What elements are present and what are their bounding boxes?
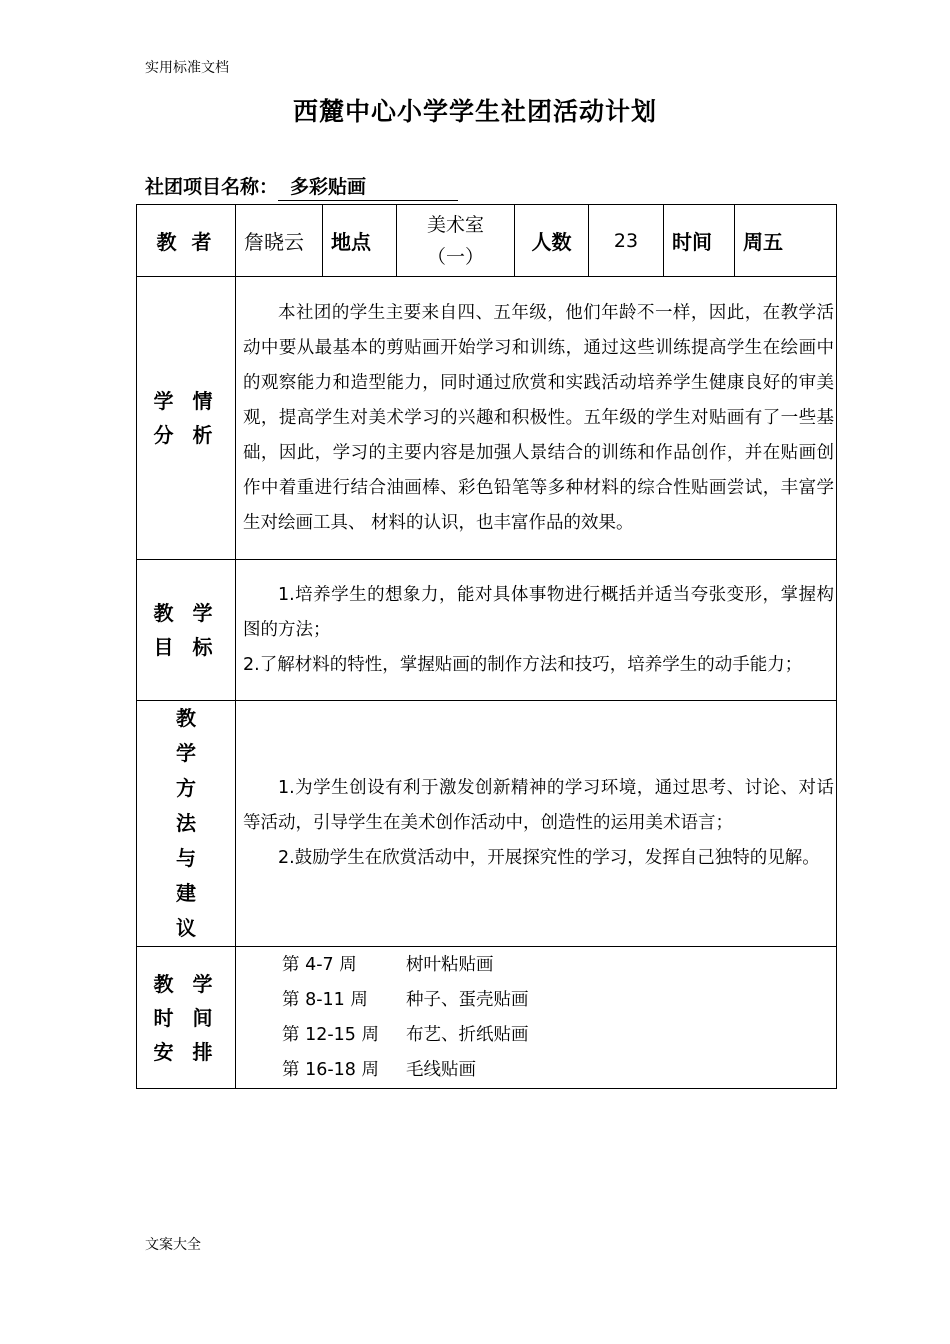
analysis-label-line2: 分 析 [153, 423, 219, 447]
goals-label-line1: 教 学 [153, 601, 219, 625]
schedule-content [236, 947, 837, 1089]
analysis-text: 本社团的学生主要来自四、五年级，他们年龄不一样，因此，在教学活动中要从最基本的剪贴画开始学习和训练，通过这些训练提高学生在绘画中的观察能力和造型能力，同时通过欣赏和实践活动培养学生健康良好的审美观，提高学生对美术学习的兴趣和积极性。五年级的学生对贴画有了一些基础，因此，学习的主要内容是加强人景结合的训练和作品创作，并在贴画创作中着重进行结合油画棒、彩色铅笔等多种材料的综合性贴画尝试，丰富学生对绘画工具、 材料的认识，也丰富作品的效果。 [243, 302, 834, 533]
methods-label-char: 建 [176, 881, 196, 905]
methods-item-1: 1.为学生创设有利于激发创新精神的学习环境，通过思考、讨论、对话等活动，引导学生在美术创作活动中，创造性的运用美术语言； [243, 778, 834, 833]
club-name-value: 多彩贴画 [278, 172, 458, 201]
schedule-item [282, 983, 836, 1018]
schedule-item [282, 1053, 836, 1088]
schedule-week: 第 4-7 周 [282, 954, 357, 975]
goals-row [137, 560, 837, 701]
time-value: 周五 [735, 205, 837, 277]
analysis-content [236, 277, 837, 560]
methods-label-char: 与 [176, 846, 196, 870]
goals-label [137, 560, 236, 701]
schedule-item [282, 1018, 836, 1053]
schedule-week: 第 12-15 周 [282, 1024, 379, 1045]
goals-label-line2: 目 标 [153, 635, 219, 659]
methods-row [137, 701, 837, 947]
schedule-row [137, 947, 837, 1089]
schedule-topic: 布艺、折纸贴画 [406, 1024, 529, 1045]
methods-label-char: 方 [176, 776, 196, 800]
info-row [137, 205, 837, 277]
schedule-week: 第 8-11 周 [282, 989, 368, 1010]
teacher-value: 詹晓云 [236, 205, 323, 277]
methods-label-char: 学 [176, 741, 196, 765]
club-name-line [145, 172, 458, 201]
page-title: 西麓中心小学学生社团活动计划 [292, 97, 657, 126]
activity-plan-table [136, 204, 837, 1089]
schedule-label-line1: 教 学 [153, 971, 219, 996]
analysis-label-line1: 学 情 [153, 389, 219, 413]
club-name-label: 社团项目名称： [145, 176, 279, 198]
analysis-row [137, 277, 837, 560]
methods-label-char: 法 [176, 811, 196, 835]
count-value: 23 [589, 205, 664, 277]
goals-content [236, 560, 837, 701]
schedule-topic: 毛线贴画 [406, 1059, 476, 1080]
schedule-week: 第 16-18 周 [282, 1059, 379, 1080]
location-value-line1: 美术室 [426, 213, 484, 236]
schedule-topic: 种子、蛋壳贴画 [406, 989, 529, 1010]
methods-item-2: 2.鼓励学生在欣赏活动中，开展探究性的学习，发挥自己独特的见解。 [278, 848, 820, 868]
goals-item-1: 1.培养学生的想象力，能对具体事物进行概括并适当夸张变形，掌握构图的方法； [243, 584, 834, 640]
header-note: 实用标准文档 [145, 60, 229, 76]
time-label: 时间 [664, 205, 735, 277]
schedule-item [282, 948, 836, 983]
methods-label [137, 701, 236, 947]
methods-label-char: 教 [176, 706, 196, 730]
methods-label-char: 议 [176, 916, 196, 940]
location-label: 地点 [323, 205, 397, 277]
count-label: 人数 [515, 205, 589, 277]
methods-content [236, 701, 837, 947]
goals-item-2: 2.了解材料的特性，掌握贴画的制作方法和技巧，培养学生的动手能力； [243, 654, 803, 675]
analysis-label [137, 277, 236, 560]
teacher-label: 教 者 [137, 205, 236, 277]
schedule-label-line2: 时 间 [153, 1005, 219, 1030]
footer-note: 文案大全 [145, 1237, 201, 1253]
location-value-line2: （一） [426, 245, 484, 268]
schedule-label-line3: 安 排 [153, 1039, 219, 1064]
location-value [397, 205, 515, 277]
schedule-topic: 树叶粘贴画 [406, 954, 494, 975]
schedule-label [137, 947, 236, 1089]
